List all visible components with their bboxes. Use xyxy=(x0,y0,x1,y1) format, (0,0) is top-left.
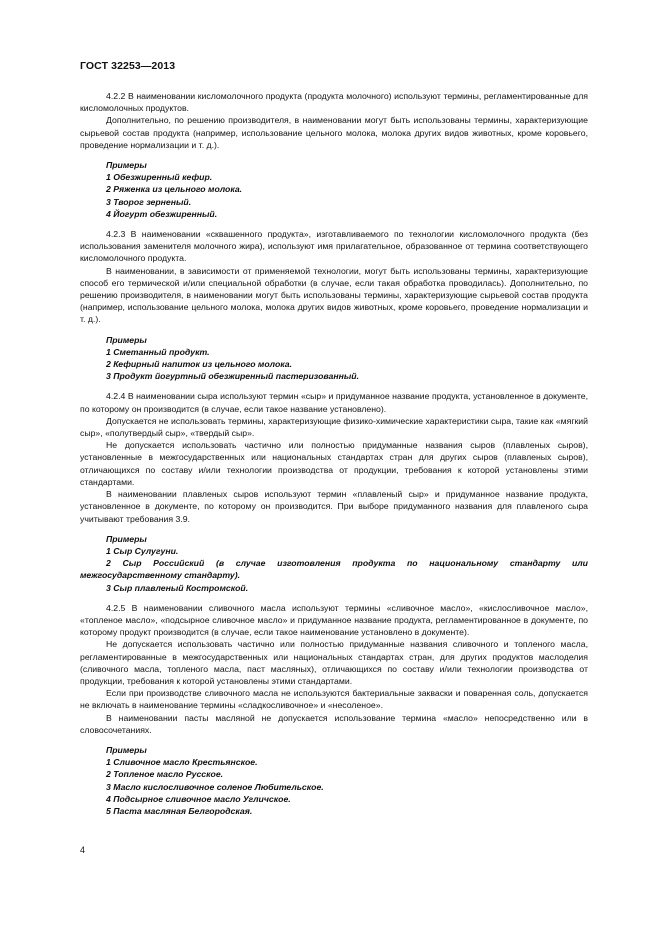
paragraph: В наименовании пасты масляной не допускается использование термина «масло» непосредственно или в словосочетаниях. xyxy=(80,712,588,735)
paragraph: 4.2.2 В наименовании кисломолочного продукта (продукта молочного) используют термины, регламентированные для кисломолочных продуктов. xyxy=(80,91,588,114)
example-item: 3 Творог зерненый. xyxy=(106,196,192,207)
example-item: 1 Сметанный продукт. xyxy=(106,346,210,357)
paragraph: Не допускается использовать частично или полностью придуманные названия сыров (плавленых сыров), установленные в межгосударственных или национальных стандартах стран для других сыров (плавленых сыров), отличающихся по составу и/или технологии производства от продукции, требования к которой установлены этими стандартами. xyxy=(80,440,588,487)
examples-block xyxy=(80,159,588,220)
example-item: 1 Сыр Сулугуни. xyxy=(106,545,179,556)
example-item: 4 Подсырное сливочное масло Угличское. xyxy=(106,793,291,804)
example-item: 2 Сыр Российский (в случае изготовления продукта по национальному стандарту или межгосударственному стандарту). xyxy=(80,558,588,581)
example-item: 5 Паста масляная Белгородская. xyxy=(106,805,253,816)
paragraph: В наименовании плавленых сыров используют термин «плавленый сыр» и придуманное название продукта, установленное в документе, по которому он производится. При выборе придуманного названия для плавленого сыра учитывают требования 3.9. xyxy=(80,489,588,524)
section-4-2-2 xyxy=(80,90,588,220)
example-item: 2 Ряженка из цельного молока. xyxy=(106,184,243,195)
example-item: 1 Обезжиренный кефир. xyxy=(106,172,213,183)
example-item: 4 Йогурт обезжиренный. xyxy=(106,208,218,219)
paragraph: Дополнительно, по решению производителя, в наименовании могут быть использованы термины, характеризующие сырьевой состав продукта (например, использование цельного молока, молока других видов животных, кроме коровьего, проведение нормализации и т. д.). xyxy=(80,115,588,150)
paragraph: Не допускается использовать частично или полностью придуманные названия сливочного и топленого масла, регламентированные в межгосударственных или национальных стандартах стран, для других продуктов маслоделия (сливочного масла, топленого масла, паст масляных), отличающихся по составу и/или технологии производства от продукции, требования к которой установлены этими стандартами. xyxy=(80,639,588,686)
examples-title: Примеры xyxy=(106,160,147,171)
example-item: 1 Сливочное масло Крестьянское. xyxy=(106,757,258,768)
example-item: 2 Кефирный напиток из цельного молока. xyxy=(106,359,293,370)
section-4-2-5 xyxy=(80,602,588,817)
examples-title: Примеры xyxy=(106,744,147,755)
examples-block xyxy=(80,334,588,383)
paragraph: 4.2.4 В наименовании сыра используют термин «сыр» и придуманное название продукта, установленное в документе, по которому он производится (в случае, если такое название установлено). xyxy=(80,391,588,414)
paragraph: В наименовании, в зависимости от применяемой технологии, могут быть использованы термины, характеризующие способ его термической и/или специальной обработки (в случае, если такая обработка проводилась). Дополнительно, по решению производителя, в наименовании могут быть использованы термины, характеризующие сырьевой состав продукта (например, использование цельного молока, молока других видов животных, кроме коровьего, проведение нормализации и т. д.). xyxy=(80,265,588,325)
document-body xyxy=(80,90,588,825)
document-header: ГОСТ 32253—2013 xyxy=(80,60,176,72)
example-item: 3 Масло кислосливочное соленое Любительское. xyxy=(106,781,324,792)
section-4-2-3 xyxy=(80,228,588,382)
paragraph: Если при производстве сливочного масла не используются бактериальные закваски и поваренная соль, допускается не включать в наименование термины «сладкосливочное» и «несоленое». xyxy=(80,688,588,711)
example-item: 2 Топленое масло Русское. xyxy=(106,769,224,780)
examples-block xyxy=(80,533,588,594)
page-number: 4 xyxy=(80,845,86,855)
section-4-2-4 xyxy=(80,390,588,593)
examples-title: Примеры xyxy=(106,334,147,345)
example-item: 3 Сыр плавленый Костромской. xyxy=(106,582,249,593)
paragraph: 4.2.3 В наименовании «сквашенного продукта», изготавливаемого по технологии кисломолочного продукта (без использования заменителя молочного жира), используют имя прилагательное, образованное от термина соответствующего кисломолочного продукта. xyxy=(80,229,588,264)
examples-block xyxy=(80,744,588,817)
paragraph: Допускается не использовать термины, характеризующие физико-химические характеристики сыра, такие как «мягкий сыр», «полутвердый сыр», «твердый сыр». xyxy=(80,415,588,439)
example-item: 3 Продукт йогуртный обезжиренный пастеризованный. xyxy=(106,371,360,382)
paragraph: 4.2.5 В наименовании сливочного масла используют термины «сливочное масло», «кислосливочное масло», «топленое масло», «подсырное сливочное масло» и придуманное название продукта, регламентированное в документе, по которому продукт производится (в случае, если такое наименование установлено в документе). xyxy=(80,602,588,638)
examples-title: Примеры xyxy=(106,533,147,544)
